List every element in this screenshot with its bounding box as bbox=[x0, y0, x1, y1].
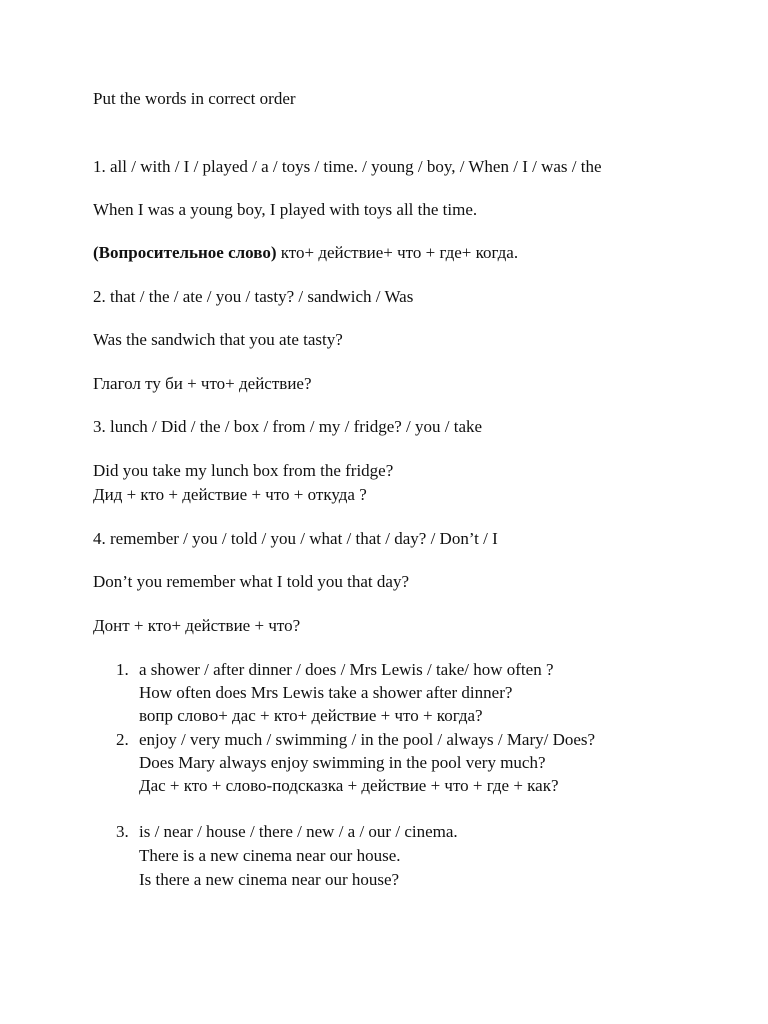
exercise-3-prompt: 3. lunch / Did / the / box / from / my / fridge? / you / take bbox=[93, 417, 483, 436]
list-item-1-prompt: a shower / after dinner / does / Mrs Lewis / take/ how often ? bbox=[139, 660, 554, 679]
exercise-1-rule bbox=[93, 243, 518, 263]
list-item-1-rule: вопр слово+ дас + кто+ действие + что + когда? bbox=[139, 706, 483, 725]
exercise-4-prompt: 4. remember / you / told / you / what / that / day? / Don’t / I bbox=[93, 529, 498, 548]
list-item-1-number: 1. bbox=[116, 660, 129, 679]
exercise-3-rule: Дид + кто + действие + что + откуда ? bbox=[93, 485, 367, 504]
rule-text: кто+ действие+ что + где+ когда. bbox=[276, 243, 519, 262]
list-item-1-answer: How often does Mrs Lewis take a shower after dinner? bbox=[139, 683, 513, 702]
list-item-3-number: 3. bbox=[116, 822, 129, 841]
exercise-4-answer: Don’t you remember what I told you that day? bbox=[93, 572, 409, 591]
exercise-1-answer: When I was a young boy, I played with toys all the time. bbox=[93, 200, 478, 219]
rule-bold-label: (Вопросительное слово) bbox=[93, 243, 277, 262]
list-item-2-answer: Does Mary always enjoy swimming in the pool very much? bbox=[139, 753, 546, 772]
list-item-3-rule: Is there a new cinema near our house? bbox=[139, 870, 400, 889]
exercise-2-answer: Was the sandwich that you ate tasty? bbox=[93, 330, 343, 349]
exercise-4-rule: Донт + кто+ действие + что? bbox=[93, 616, 301, 635]
exercise-2-rule: Глагол ту би + что+ действие? bbox=[93, 374, 312, 393]
list-item-2-number: 2. bbox=[116, 730, 129, 749]
list-item-2-prompt: enjoy / very much / swimming / in the pool / always / Mary/ Does? bbox=[139, 730, 596, 749]
exercise-1-prompt: 1. all / with / I / played / a / toys / time. / young / boy, / When / I / was / the bbox=[93, 157, 602, 176]
page-title: Put the words in correct order bbox=[93, 89, 296, 108]
list-item-3-prompt: is / near / house / there / new / a / our / cinema. bbox=[139, 822, 458, 841]
exercise-3-answer: Did you take my lunch box from the fridge? bbox=[93, 461, 394, 480]
list-item-2-rule: Дас + кто + слово-подсказка + действие + что + где + как? bbox=[139, 776, 559, 795]
list-item-3-answer: There is a new cinema near our house. bbox=[139, 846, 401, 865]
exercise-2-prompt: 2. that / the / ate / you / tasty? / sandwich / Was bbox=[93, 287, 414, 306]
